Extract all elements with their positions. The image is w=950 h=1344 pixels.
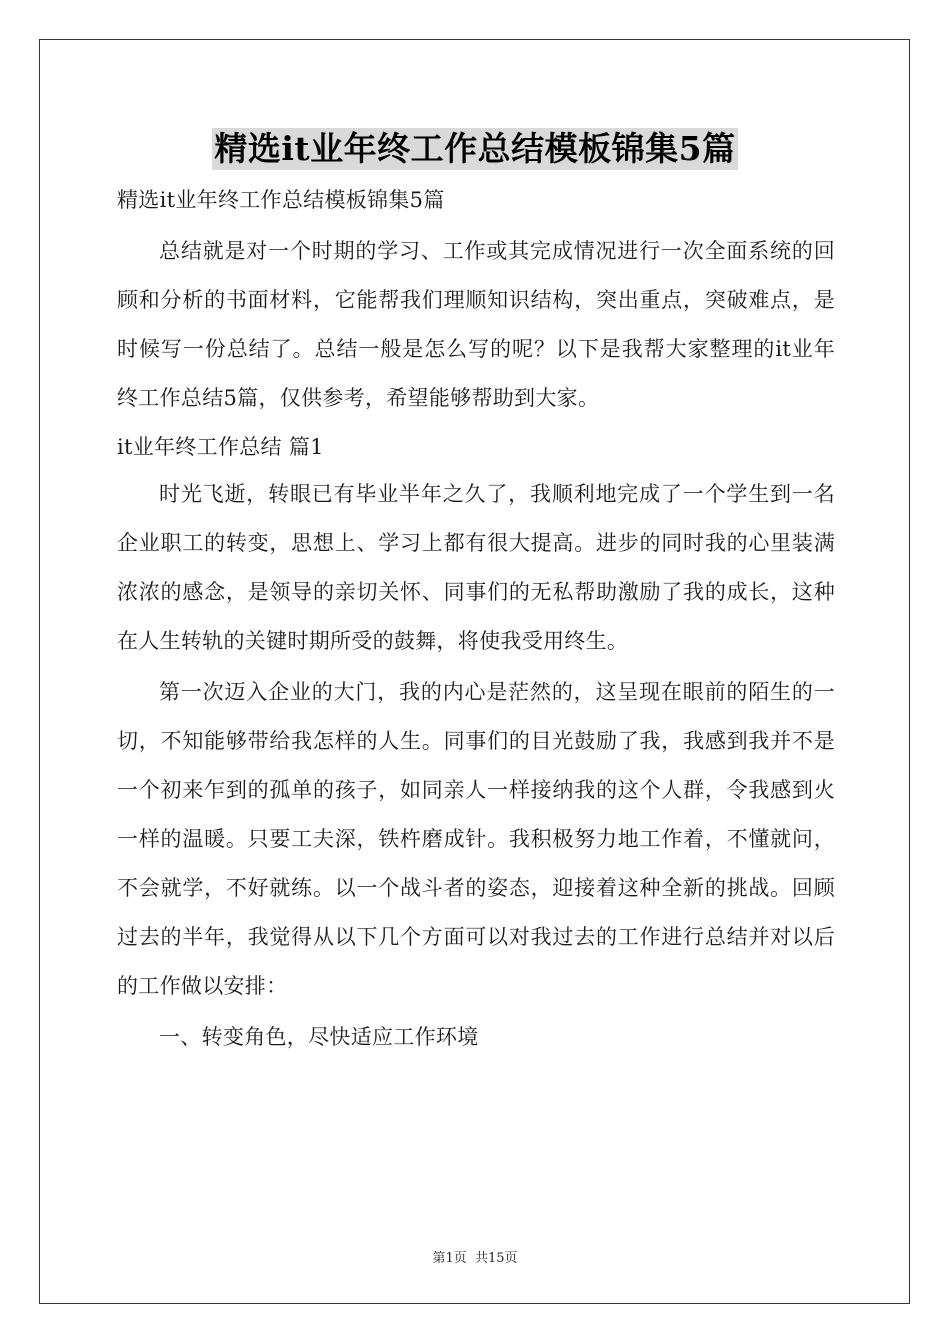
title-container [0, 128, 950, 170]
intro-paragraph: 总结就是对一个时期的学习、工作或其完成情况进行一次全面系统的回顾和分析的书面材料，它能帮我们理顺知识结构，突出重点，突破难点，是时候写一份总结了。总结一般是怎么写的呢？以下是我帮大家整理的it业年终工作总结5篇，仅供参考，希望能够帮助到大家。 [117, 239, 835, 410]
page-footer [0, 1247, 950, 1266]
page-number: 第1页 [432, 1251, 467, 1266]
section-heading: it业年终工作总结 篇1 [117, 435, 324, 459]
body-paragraph-1: 时光飞逝，转眼已有毕业半年之久了，我顺利地完成了一个学生到一名企业职工的转变，思想上、学习上都有很大提高。进步的同时我的心里装满浓浓的感念，是领导的亲切关怀、同事们的无私帮助激励了我的成长，这种在人生转轨的关键时期所受的鼓舞，将使我受用终生。 [117, 482, 835, 653]
body-paragraph-3: 一、转变角色，尽快适应工作环境 [159, 1025, 479, 1049]
document-subtitle: 精选it业年终工作总结模板锦集5篇 [117, 188, 445, 212]
total-pages: 共15页 [474, 1251, 518, 1266]
body-paragraph-2: 第一次迈入企业的大门，我的内心是茫然的，这呈现在眼前的陌生的一切，不知能够带给我怎样的人生。同事们的目光鼓励了我，我感到我并不是一个初来乍到的孤单的孩子，如同亲人一样接纳我的这个人群，令我感到火一样的温暖。只要工夫深，铁杵磨成针。我积极努力地工作着，不懂就问，不会就学，不好就练。以一个战斗者的姿态，迎接着这种全新的挑战。回顾过去的半年，我觉得从以下几个方面可以对我过去的工作进行总结并对以后的工作做以安排： [117, 680, 835, 998]
document-body [117, 184, 835, 1064]
document-title: 精选it业年终工作总结模板锦集5篇 [214, 129, 736, 168]
